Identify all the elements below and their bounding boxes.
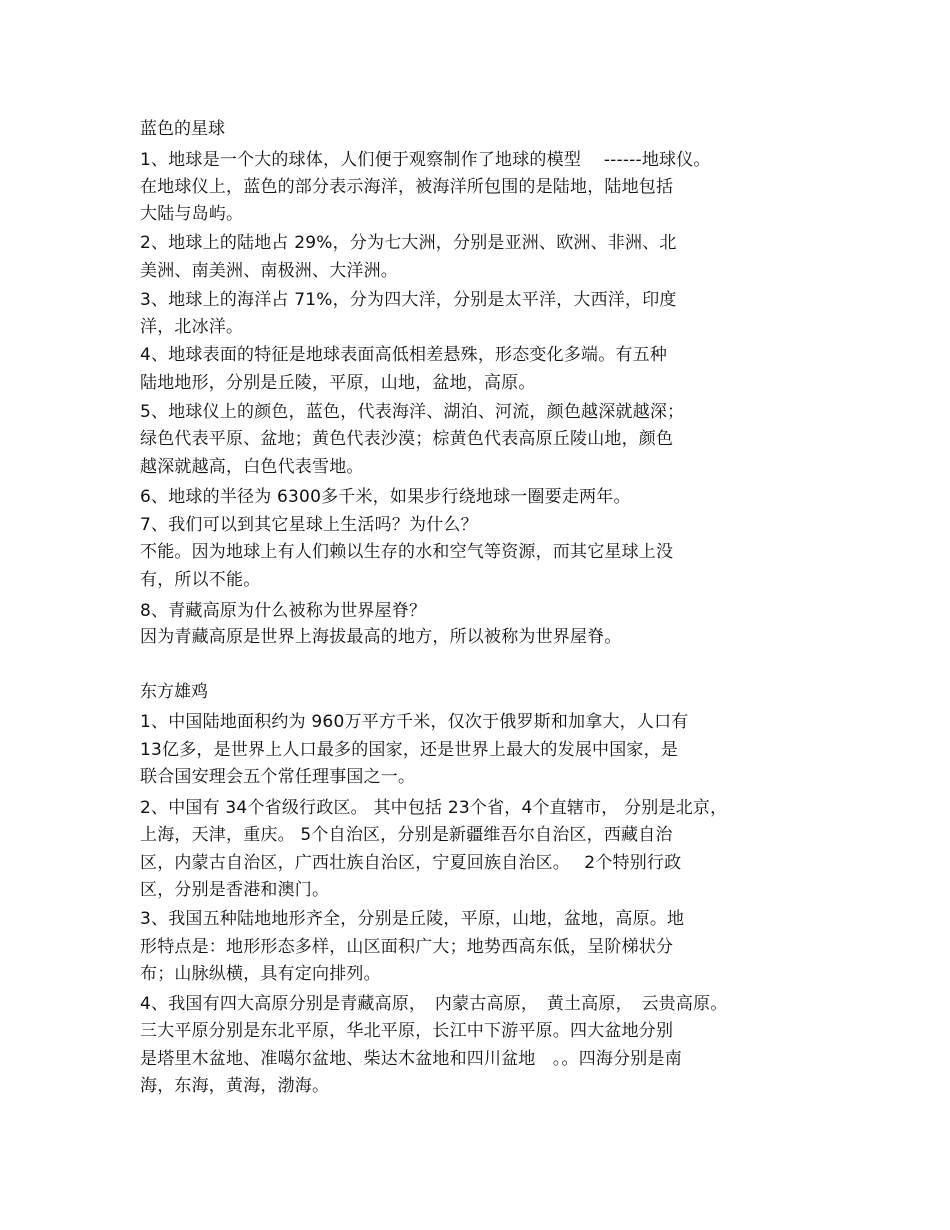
text-line: 陆地地形，分别是丘陵，平原，山地，盆地，高原。 (140, 373, 536, 393)
text-line: 区，内蒙古自治区，广西壮族自治区，宁夏回族自治区。 2个特别行政 (140, 853, 682, 873)
text-line: 洋，北冰洋。 (140, 317, 244, 337)
section-title-eastern-rooster: 东方雄鸡 (140, 682, 208, 702)
text-line: 5、地球仪上的颜色，蓝色，代表海洋、湖泊、河流，颜色越深就越深； (140, 402, 685, 422)
text-line: 形特点是：地形形态多样，山区面积广大；地势西高东低，呈阶梯状分 (140, 937, 674, 957)
text-line: 不能。因为地球上有人们赖以生存的水和空气等资源，而其它星球上没 (140, 542, 674, 562)
text-line: 海，东海，黄海，渤海。 (140, 1076, 330, 1096)
text-line: 6、地球的半径为 6300多千米，如果步行绕地球一圈要走两年。 (140, 487, 631, 507)
text-line: 区，分别是香港和澳门。 (140, 880, 330, 900)
text-line: 是塔里木盆地、准噶尔盆地、柴达木盆地和四川盆地 。。四海分别是南 (140, 1049, 682, 1069)
text-line: 三大平原分别是东北平原，华北平原，长江中下游平原。四大盆地分别 (140, 1021, 674, 1041)
text-line: 上海，天津，重庆。 5个自治区，分别是新疆维吾尔自治区，西藏自治 (140, 825, 673, 845)
text-line: 大陆与岛屿。 (140, 204, 244, 224)
text-line: 越深就越高，白色代表雪地。 (140, 457, 364, 477)
text-line: 美洲、南美洲、南极洲、大洋洲。 (140, 261, 398, 281)
text-line: 绿色代表平原、盆地；黄色代表沙漠；棕黄色代表高原丘陵山地，颜色 (140, 429, 674, 449)
text-line: 1、地球是一个大的球体，人们便于观察制作了地球的模型 ------地球仪。 (140, 150, 711, 170)
text-line: 布；山脉纵横，具有定向排列。 (140, 964, 381, 984)
text-line: 4、我国有四大高原分别是青藏高原， 内蒙古高原， 黄土高原， 云贵高原。 (140, 994, 728, 1014)
section-title-blue-planet: 蓝色的星球 (140, 119, 225, 139)
text-line: 有，所以不能。 (140, 570, 261, 590)
text-line: 1、中国陆地面积约为 960万平方千米，仅次于俄罗斯和加拿大，人口有 (140, 712, 689, 732)
text-line: 4、地球表面的特征是地球表面高低相差悬殊，形态变化多端。有五种 (140, 345, 668, 365)
text-line: 2、地球上的陆地占 29%，分为七大洲，分别是亚洲、欧洲、非洲、北 (140, 233, 677, 253)
text-line: 在地球仪上，蓝色的部分表示海洋，被海洋所包围的是陆地，陆地包括 (140, 177, 674, 197)
text-line: 8、青藏高原为什么被称为世界屋脊？ (140, 601, 427, 621)
text-line: 13亿多，是世界上人口最多的国家，还是世界上最大的发展中国家，是 (140, 740, 679, 760)
text-line: 7、我们可以到其它星球上生活吗？为什么？ (140, 515, 478, 535)
text-line: 3、我国五种陆地地形齐全，分别是丘陵，平原，山地，盆地，高原。地 (140, 909, 685, 929)
text-line: 因为青藏高原是世界上海拔最高的地方，所以被称为世界屋脊。 (140, 627, 622, 647)
text-line: 联合国安理会五个常任理事国之一。 (140, 767, 416, 787)
text-line: 2、中国有 34个省级行政区。 其中包括 23个省，4个直辖市， 分别是北京， (140, 798, 728, 818)
text-line: 3、地球上的海洋占 71%，分为四大洋，分别是太平洋，大西洋，印度 (140, 290, 677, 310)
